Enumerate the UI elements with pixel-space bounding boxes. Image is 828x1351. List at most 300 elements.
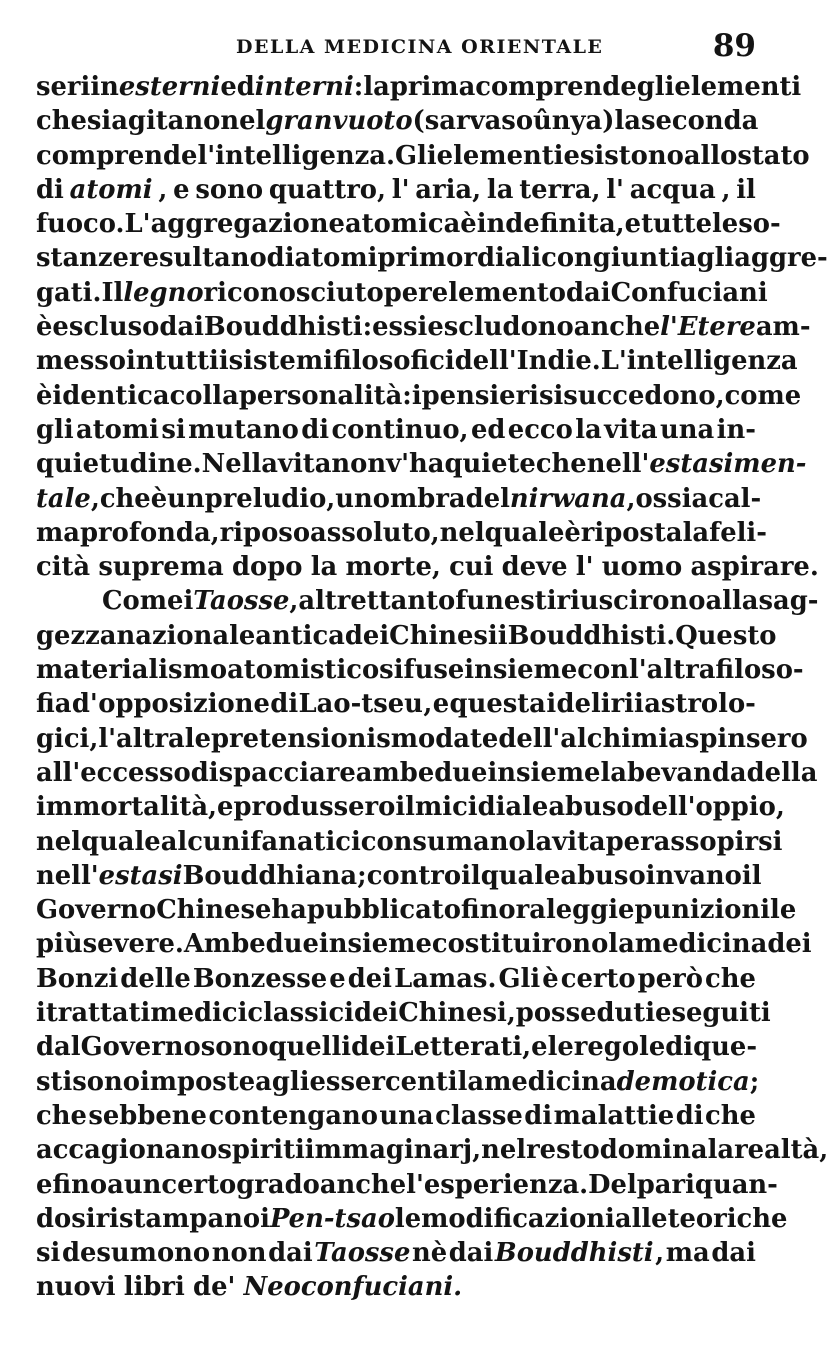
word: fuoco. bbox=[36, 209, 125, 240]
word: è bbox=[460, 209, 477, 240]
word: assoluto, bbox=[310, 517, 440, 548]
word: anche bbox=[573, 312, 661, 343]
word: agli bbox=[255, 1066, 310, 1097]
word: alle bbox=[614, 1203, 668, 1234]
word: della bbox=[746, 757, 818, 788]
word: realtà, bbox=[734, 1135, 828, 1166]
text-line bbox=[36, 1270, 756, 1304]
word: l' bbox=[98, 723, 117, 754]
word: essercenti bbox=[309, 1066, 458, 1097]
text-line bbox=[36, 790, 785, 824]
text-line bbox=[36, 276, 768, 310]
word: nel bbox=[481, 1135, 527, 1166]
word: malattie bbox=[553, 1100, 675, 1131]
italic-word: estasi bbox=[649, 449, 734, 480]
word: spinsero bbox=[684, 723, 808, 754]
word: alchimia bbox=[560, 723, 685, 754]
word: ed bbox=[470, 414, 506, 445]
text-line bbox=[36, 104, 759, 138]
word: desumono bbox=[61, 1238, 211, 1269]
word: riconosciuto bbox=[203, 277, 384, 308]
word: la bbox=[707, 1135, 735, 1166]
word: l' bbox=[406, 1169, 424, 1200]
word: quelli bbox=[268, 1032, 352, 1063]
word: una bbox=[660, 414, 715, 445]
word: ecco bbox=[507, 414, 573, 445]
word: a bbox=[107, 1169, 124, 1200]
word: nuovi bbox=[36, 1272, 116, 1303]
word: Chinese bbox=[156, 895, 272, 926]
word: primordiali bbox=[377, 243, 542, 274]
text-line bbox=[36, 722, 808, 756]
word: continuo, bbox=[331, 414, 469, 445]
text-line bbox=[36, 996, 771, 1030]
word: opposizione bbox=[98, 689, 270, 720]
word: vita bbox=[277, 449, 332, 480]
italic-word: atomi bbox=[69, 174, 153, 205]
word: : bbox=[353, 72, 364, 102]
word: produssero bbox=[233, 792, 396, 823]
word: so- bbox=[738, 209, 781, 240]
word: elemento bbox=[431, 277, 566, 308]
word: dei bbox=[351, 1032, 396, 1063]
page-header bbox=[36, 28, 766, 68]
word: riposo bbox=[219, 517, 311, 548]
word: e bbox=[432, 689, 450, 720]
word: pretensioni bbox=[211, 723, 377, 754]
italic-word: tale bbox=[36, 483, 91, 514]
text-line bbox=[36, 241, 828, 275]
word: nel bbox=[36, 826, 81, 857]
word: abuso bbox=[560, 860, 646, 891]
word: dai bbox=[566, 277, 611, 308]
text-line bbox=[36, 310, 811, 344]
word: , bbox=[423, 689, 433, 720]
word: tutte bbox=[641, 209, 712, 240]
word: con bbox=[577, 655, 629, 686]
word: quale bbox=[80, 826, 161, 857]
word: aria, bbox=[415, 174, 482, 205]
word: congiunti bbox=[541, 243, 680, 274]
word: pari bbox=[636, 1169, 695, 1200]
italic-word: estasi bbox=[98, 860, 183, 891]
italic-word: Taosse bbox=[193, 586, 290, 617]
word: leggi bbox=[545, 895, 619, 926]
text-line bbox=[36, 962, 756, 996]
text-line bbox=[36, 207, 781, 241]
text-line bbox=[36, 516, 767, 550]
word: abuso bbox=[548, 792, 634, 823]
word: è bbox=[150, 483, 168, 514]
word: intelligenza. bbox=[215, 140, 396, 171]
word: modificazioni bbox=[421, 1203, 615, 1234]
word: ma bbox=[665, 1238, 710, 1269]
word: ha bbox=[271, 895, 307, 926]
word: che bbox=[704, 963, 756, 994]
word: fino bbox=[52, 1169, 108, 1200]
italic-word: men- bbox=[733, 449, 807, 480]
word: di bbox=[36, 174, 64, 205]
word: i bbox=[497, 620, 508, 651]
word: : bbox=[362, 312, 373, 343]
word: dai bbox=[711, 1238, 756, 1269]
word: indefinita, bbox=[476, 209, 625, 240]
word: l' bbox=[391, 174, 410, 205]
word: immaginarj, bbox=[304, 1135, 482, 1166]
word: Come bbox=[102, 586, 184, 617]
word: grado bbox=[236, 1169, 320, 1200]
word: del bbox=[465, 483, 510, 514]
text-line bbox=[36, 1133, 828, 1167]
word: aggregazione bbox=[150, 209, 345, 240]
word: fanatici bbox=[250, 826, 361, 857]
word: antica bbox=[255, 620, 345, 651]
word: e bbox=[624, 209, 642, 240]
word: medicina bbox=[484, 1066, 617, 1097]
italic-word: interni bbox=[254, 72, 354, 102]
italic-word: esterni bbox=[118, 72, 221, 102]
italic-word: Neoconfuciani. bbox=[243, 1272, 463, 1303]
word: , bbox=[158, 174, 168, 205]
word: do bbox=[36, 1203, 72, 1234]
word: allo bbox=[683, 140, 738, 171]
word: eccesso bbox=[80, 757, 191, 788]
word: ; bbox=[357, 860, 367, 891]
word: questa bbox=[449, 689, 546, 720]
text-line bbox=[36, 70, 802, 104]
word: L'intelligenza bbox=[600, 346, 798, 377]
word: Bonzesse bbox=[192, 963, 328, 994]
word: delle bbox=[120, 963, 191, 994]
word: le bbox=[184, 723, 211, 754]
word: Governo bbox=[80, 1032, 201, 1063]
word: Lamas. bbox=[394, 963, 497, 994]
word: dell' bbox=[633, 792, 696, 823]
word: dal bbox=[36, 1032, 81, 1063]
word: di bbox=[266, 243, 295, 274]
word: come bbox=[724, 380, 802, 411]
word: messo bbox=[36, 346, 126, 377]
word: Bouddhisti. bbox=[507, 620, 676, 651]
text-line bbox=[36, 619, 777, 653]
word: dei bbox=[767, 929, 812, 960]
word: certo bbox=[560, 963, 636, 994]
word: e bbox=[531, 1032, 548, 1063]
word: è bbox=[36, 380, 53, 411]
word: classe bbox=[435, 1100, 523, 1131]
word: gezza bbox=[36, 620, 117, 651]
word: soûnya bbox=[501, 106, 603, 137]
word: si bbox=[379, 655, 404, 686]
word: v'ha bbox=[386, 449, 445, 480]
italic-word: vuoto bbox=[332, 106, 413, 137]
word: è bbox=[36, 312, 53, 343]
word: l' bbox=[606, 174, 624, 205]
word: dei bbox=[353, 998, 399, 1029]
word: non bbox=[211, 1238, 267, 1269]
word: , bbox=[721, 174, 731, 205]
word: si bbox=[161, 414, 186, 445]
word: severe. bbox=[82, 929, 184, 960]
word: il bbox=[395, 792, 415, 823]
word: Questo bbox=[675, 620, 777, 651]
word: , bbox=[289, 586, 299, 617]
word: uomo bbox=[601, 552, 683, 583]
word: ; bbox=[749, 1066, 760, 1097]
word: si bbox=[36, 1238, 61, 1269]
word: ) bbox=[602, 106, 615, 137]
word: aspirare. bbox=[690, 552, 819, 583]
word: e bbox=[329, 963, 346, 994]
word: un bbox=[123, 1169, 162, 1200]
word: sti bbox=[36, 1066, 73, 1097]
word: , bbox=[775, 792, 785, 823]
word: assopirsi bbox=[653, 826, 783, 857]
word: la bbox=[363, 72, 390, 102]
word: finora bbox=[460, 895, 546, 926]
text-line bbox=[36, 584, 819, 618]
word: vita bbox=[604, 414, 658, 445]
word: più bbox=[36, 929, 83, 960]
word: dell' bbox=[498, 723, 561, 754]
text-line bbox=[36, 1099, 756, 1133]
word: esistono bbox=[563, 140, 684, 171]
word: un bbox=[335, 483, 373, 514]
word: contro bbox=[366, 860, 462, 891]
word: l' bbox=[197, 140, 216, 171]
word: alcuni bbox=[160, 826, 251, 857]
word: feli- bbox=[709, 517, 767, 548]
word: tutti bbox=[154, 346, 219, 377]
word: i bbox=[260, 1203, 270, 1234]
italic-word: Pen-tsao bbox=[269, 1203, 395, 1234]
word: smodate bbox=[376, 723, 499, 754]
word: dell' bbox=[454, 346, 517, 377]
italic-word: Taosse bbox=[314, 1238, 411, 1269]
word: e bbox=[618, 895, 635, 926]
word: riposta bbox=[580, 517, 683, 548]
word: fuse bbox=[403, 655, 465, 686]
word: costituirono bbox=[431, 929, 609, 960]
word: punizioni bbox=[634, 895, 771, 926]
word: la bbox=[525, 826, 553, 857]
word: i bbox=[183, 586, 194, 617]
text-line bbox=[36, 482, 762, 516]
word: dopo bbox=[231, 552, 303, 583]
word: micidiale bbox=[414, 792, 549, 823]
word: sag- bbox=[758, 586, 819, 617]
word: Chinesi bbox=[398, 998, 507, 1029]
word: dai bbox=[448, 1238, 494, 1269]
text-line bbox=[36, 173, 756, 207]
word: d' bbox=[71, 689, 98, 720]
word: imposte bbox=[139, 1066, 256, 1097]
word: contengano bbox=[208, 1100, 378, 1131]
word: agitano bbox=[111, 106, 221, 137]
word: la bbox=[614, 106, 641, 137]
word: in bbox=[90, 72, 119, 102]
word: , bbox=[655, 1238, 665, 1269]
word: riuscirono bbox=[556, 586, 706, 617]
word: i bbox=[36, 998, 46, 1029]
word: gli bbox=[636, 72, 675, 102]
word: Bouddhisti bbox=[203, 312, 363, 343]
word: quattro, bbox=[268, 174, 386, 205]
word: spiriti bbox=[217, 1135, 305, 1166]
word: per bbox=[383, 277, 432, 308]
word: il bbox=[736, 174, 756, 205]
word: Governo bbox=[36, 895, 157, 926]
word: alla bbox=[705, 586, 759, 617]
word: cui bbox=[449, 552, 494, 583]
text-line bbox=[36, 139, 810, 173]
word: i bbox=[218, 346, 229, 377]
word: in bbox=[125, 346, 155, 377]
word: si bbox=[86, 106, 112, 137]
word: seri bbox=[36, 72, 91, 102]
word: , bbox=[506, 998, 516, 1029]
word: nè bbox=[411, 1238, 448, 1269]
word: di bbox=[665, 1032, 694, 1063]
word: que- bbox=[693, 1032, 758, 1063]
word: altrettanto bbox=[298, 586, 456, 617]
word: sarva bbox=[424, 106, 502, 137]
word: altra bbox=[116, 723, 185, 754]
word: domina bbox=[599, 1135, 708, 1166]
italic-word: nirwana bbox=[509, 483, 627, 514]
word: am- bbox=[755, 312, 811, 343]
word: elementi bbox=[436, 140, 564, 171]
word: e bbox=[655, 998, 672, 1029]
word: nell' bbox=[36, 860, 99, 891]
word: pensieri bbox=[421, 380, 539, 411]
word: aggre- bbox=[734, 243, 828, 274]
word: escludono bbox=[427, 312, 574, 343]
word: morte, bbox=[345, 552, 441, 583]
word: Del bbox=[588, 1169, 637, 1200]
word: la bbox=[457, 1066, 485, 1097]
word: vita bbox=[552, 826, 606, 857]
word: che bbox=[36, 1100, 87, 1131]
word: che bbox=[705, 1100, 756, 1131]
word: ombra bbox=[372, 483, 466, 514]
text-line bbox=[36, 1030, 756, 1064]
word: seguiti bbox=[671, 998, 771, 1029]
word: quale bbox=[484, 517, 565, 548]
word: la bbox=[575, 414, 602, 445]
text-line bbox=[36, 825, 783, 859]
word: di bbox=[190, 757, 219, 788]
word: profonda, bbox=[80, 517, 220, 548]
word: preludio, bbox=[204, 483, 336, 514]
word: materialismo bbox=[36, 655, 228, 686]
word: agli bbox=[679, 243, 735, 274]
word: gici, bbox=[36, 723, 99, 754]
word: di bbox=[270, 689, 299, 720]
word: la bbox=[682, 517, 710, 548]
word: ossia bbox=[635, 483, 709, 514]
word: spacciare bbox=[218, 757, 356, 788]
word: gati. bbox=[36, 277, 102, 308]
word: stanze bbox=[36, 243, 129, 274]
word: Bonzi bbox=[36, 963, 119, 994]
word: le bbox=[770, 895, 797, 926]
word: quan- bbox=[694, 1169, 778, 1200]
word: filoso- bbox=[715, 655, 804, 686]
word: anche bbox=[319, 1169, 407, 1200]
word: nell' bbox=[586, 449, 650, 480]
word: teoriche bbox=[667, 1203, 788, 1234]
word: cità bbox=[36, 552, 91, 583]
word: dei bbox=[347, 963, 392, 994]
text-line bbox=[36, 344, 798, 378]
word: i bbox=[411, 380, 422, 411]
text-line bbox=[36, 1236, 756, 1270]
word: e bbox=[217, 792, 234, 823]
italic-word: demotica bbox=[616, 1066, 750, 1097]
word: di bbox=[301, 414, 330, 445]
word: accagionano bbox=[36, 1135, 218, 1166]
word: esperienza. bbox=[423, 1169, 589, 1200]
word: nel bbox=[220, 106, 266, 137]
word: una bbox=[379, 1100, 434, 1131]
italic-word: legno bbox=[123, 277, 204, 308]
word: , bbox=[90, 483, 100, 514]
word: Nella bbox=[201, 449, 278, 480]
word: colla bbox=[169, 380, 239, 411]
word: ( bbox=[412, 106, 425, 137]
word: quiete bbox=[444, 449, 536, 480]
word: comprende bbox=[36, 140, 198, 171]
word: in- bbox=[716, 414, 756, 445]
word: e bbox=[36, 1169, 53, 1200]
word: Bouddhiana bbox=[182, 860, 358, 891]
word: astrolo- bbox=[644, 689, 756, 720]
word: Lao-tseu bbox=[298, 689, 423, 720]
word: dai bbox=[268, 1238, 313, 1269]
word: insieme bbox=[464, 655, 578, 686]
word: stato bbox=[737, 140, 810, 171]
italic-word: l'Etere bbox=[660, 312, 756, 343]
word: escluso bbox=[52, 312, 160, 343]
word: atomi bbox=[76, 414, 159, 445]
text-line bbox=[36, 687, 756, 721]
text-line bbox=[36, 1168, 778, 1202]
word: comprende bbox=[475, 72, 637, 102]
word: essi bbox=[372, 312, 428, 343]
word: dai bbox=[159, 312, 204, 343]
word: suprema bbox=[98, 552, 224, 583]
word: oppio bbox=[695, 792, 776, 823]
word: delirii bbox=[556, 689, 644, 720]
word: insieme bbox=[318, 929, 432, 960]
word: un bbox=[167, 483, 205, 514]
text-line bbox=[36, 447, 807, 481]
text-line bbox=[36, 379, 802, 413]
word: dei bbox=[344, 620, 390, 651]
word: succedono, bbox=[563, 380, 725, 411]
word: la bbox=[600, 757, 627, 788]
word: però bbox=[637, 963, 703, 994]
word: ed bbox=[220, 72, 255, 102]
body-text bbox=[36, 70, 828, 1305]
word: di bbox=[675, 1100, 704, 1131]
word: atomi bbox=[294, 243, 378, 274]
word: quietudine. bbox=[36, 449, 202, 480]
word: insieme bbox=[487, 757, 601, 788]
word: atomistico bbox=[227, 655, 380, 686]
text-line bbox=[36, 756, 818, 790]
